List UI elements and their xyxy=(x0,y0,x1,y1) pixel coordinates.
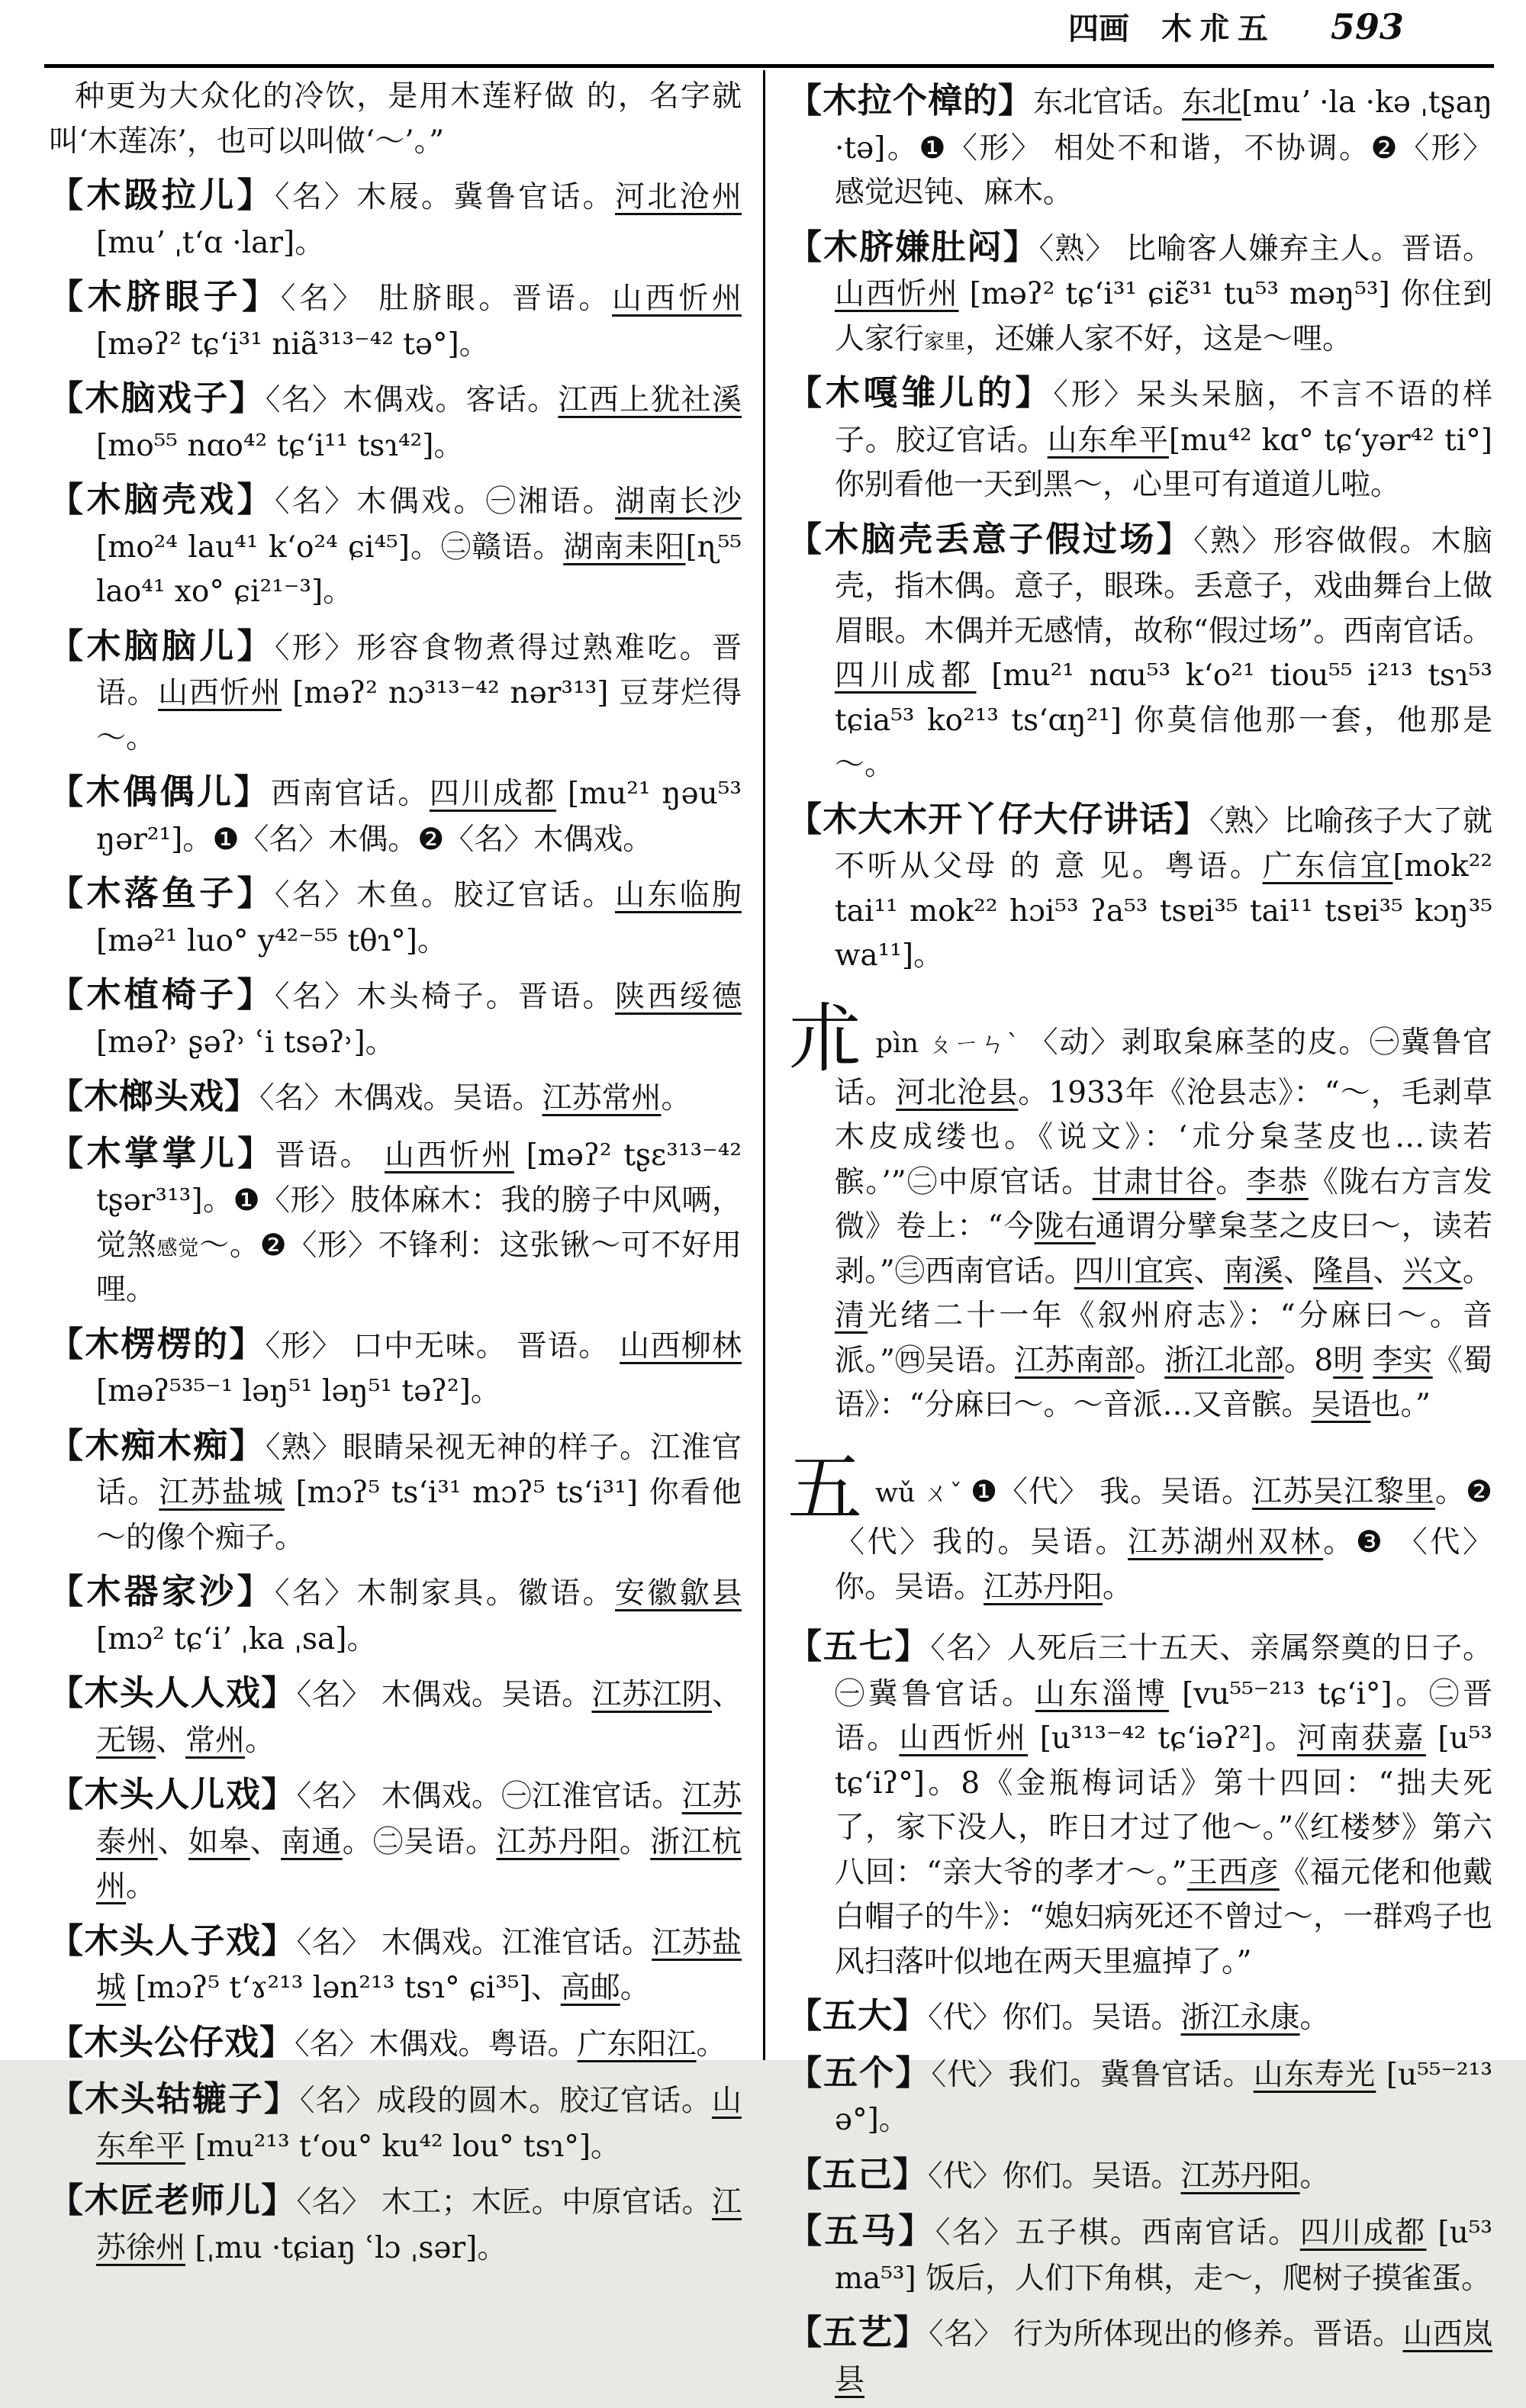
dictionary-entry xyxy=(49,1318,742,1415)
head-character: 五 xyxy=(787,1444,863,1532)
entry-body: 〈代〉你们。吴语。浙江永康。 xyxy=(928,2001,1330,2036)
entry-body: 种更为大众化的冷饮，是用木莲籽做 的，名字就叫‘木莲冻’，也可以叫做‘～’。” xyxy=(49,79,742,159)
entry-body: 〈名〉木偶戏。㊀湘语。湖南长沙 [mo²⁴ lau⁴¹ kʻo²⁴ ɕi⁴⁵]。㊁赣语。湖南耒阳[ɳ⁵⁵ lao⁴¹ xo° ɕi²¹⁻³]。 xyxy=(96,484,742,609)
dictionary-entry xyxy=(49,2073,742,2169)
entry-body: 〈熟〉 比喻客人嫌弃主人。晋语。山西忻州 [məʔ² tɕʻi³¹ ɕiɛ̃³¹ tu⁵³ məŋ⁵³] 你住到人家行家里，还嫌人家不好，这是～哩。 xyxy=(835,231,1492,356)
entry-headword: 【木植椅子】 xyxy=(49,974,275,1015)
dictionary-entry xyxy=(49,169,742,266)
pinyin: pìn xyxy=(875,1028,919,1059)
dictionary-entry xyxy=(49,1566,742,1662)
entry-headword: 【木头人子戏】 xyxy=(49,1920,297,1961)
dictionary-entry xyxy=(49,868,742,964)
left-column xyxy=(49,75,742,2276)
dictionary-entry xyxy=(787,367,1492,508)
entry-body: 〈名〉 肚脐眼。晋语。山西忻州 [məʔ² tɕʻi³¹ niã³¹³⁻⁴² tə°]。 xyxy=(96,282,742,362)
entry-body: 〈代〉你们。吴语。江苏丹阳。 xyxy=(928,2159,1330,2194)
dictionary-entry xyxy=(787,221,1492,362)
entry-headword: 【五七】 xyxy=(787,1626,931,1667)
entry-headword: 【木大木开丫仔大仔讲话】 xyxy=(787,798,1209,839)
entry-headword: 【木头人人戏】 xyxy=(49,1672,297,1713)
entry-body: 晋语。 山西忻州 [məʔ² tʂɛ³¹³⁻⁴² tʂər³¹³]。❶〈形〉肢体麻木：我的膀子中风唡，觉煞感觉～。❷〈形〉不锋利：这张锹～可不好用哩。 xyxy=(96,1138,742,1307)
head-character-entry xyxy=(787,995,1492,1428)
dictionary-entry xyxy=(787,2149,1492,2200)
dictionary-entry xyxy=(787,2205,1492,2301)
entry-headword: 【五艺】 xyxy=(787,2312,929,2353)
dictionary-entry xyxy=(49,1915,742,2011)
entry-headword: 【木楞楞的】 xyxy=(49,1323,266,1364)
entry-headword: 【木脑戏子】 xyxy=(49,378,266,418)
dictionary-entry xyxy=(49,766,742,862)
entry-body: 〈名〉 行为所体现出的修养。晋语。山西岚县 xyxy=(835,2317,1492,2397)
entry-headword: 【木掌掌儿】 xyxy=(49,1132,275,1173)
entry-headword: 【木拉个樟的】 xyxy=(787,80,1034,121)
dictionary-entry xyxy=(49,2175,742,2271)
entry-headword: 【五马】 xyxy=(787,2210,935,2252)
entry-body: 〈名〉木鱼。胶辽官话。山东临朐 [mə²¹ luo° y⁴²⁻⁵⁵ tθɿ°]。 xyxy=(96,878,742,958)
entry-body: 东北官话。东北[muʼ ·la ·kə ˌtʂaŋ ·tə]。❶〈形〉 相处不和谐，不协调。❷〈形〉 感觉迟钝、麻木。 xyxy=(835,85,1492,210)
entry-body: 〈形〉形容食物煮得过熟难吃。晋语。山西忻州 [məʔ² nɔ³¹³⁻⁴² nər³¹³] 豆芽烂得～。 xyxy=(96,630,742,755)
page-number: 593 xyxy=(1330,6,1404,47)
entry-body: 〈形〉呆头呆脑，不言不语的样子。胶辽官话。山东牟平[mu⁴² kɑ° tɕʻyər⁴² ti°] 你别看他一天到黑～，心里可有道道儿啦。 xyxy=(835,378,1492,502)
head-character: 朮 xyxy=(787,995,864,1083)
entry-headword: 【五个】 xyxy=(787,2052,932,2093)
dictionary-entry xyxy=(787,75,1492,216)
dictionary-entry xyxy=(49,969,742,1065)
entry-headword: 【五大】 xyxy=(787,1995,929,2036)
head-character-entry xyxy=(787,1444,1492,1610)
entry-body: 〈形〉 口中无味。 晋语。 山西柳林 [məʔ⁵³⁵⁻¹ ləŋ⁵¹ ləŋ⁵¹ təʔ²]。 xyxy=(96,1328,742,1408)
entry-body: 〈名〉 木工；木匠。中原官话。江苏徐州 [ˌmu ·tɕiaŋ ʿlɔ ˌsər]。 xyxy=(96,2185,742,2265)
dictionary-entry xyxy=(787,2047,1492,2143)
dictionary-entry xyxy=(49,474,742,615)
entry-headword: 【木趿拉儿】 xyxy=(49,175,275,215)
pinyin: wǔ xyxy=(874,1477,916,1508)
zhuyin: ㄨˇ xyxy=(922,1477,963,1508)
entry-body: 〈名〉木头椅子。晋语。陕西绥德 [məʔ˒ ʂəʔ˒ ʿi tsəʔ˒]。 xyxy=(96,980,742,1060)
right-column xyxy=(787,75,1492,2408)
entry-headword: 【木榔头戏】 xyxy=(49,1076,260,1116)
entry-body: 〈熟〉眼睛呆视无神的样子。江淮官话。江苏盐城 [mɔʔ⁵ tsʻi³¹ mɔʔ⁵ tsʻi³¹] 你看他～的像个痴子。 xyxy=(96,1430,742,1555)
dictionary-entry xyxy=(787,513,1492,788)
entry-headword: 【木脑壳戏】 xyxy=(49,479,275,520)
dictionary-entry xyxy=(49,1128,742,1313)
entry-body: 〈名〉木屐。冀鲁官话。河北沧州 [muʼ ˌtʻɑ ·lar]。 xyxy=(96,180,742,260)
header-guide-characters: 木朮五 xyxy=(1161,11,1276,47)
entry-headword: 【木嘎雏儿的】 xyxy=(787,372,1054,413)
zhuyin: ㄆㄧㄣˋ xyxy=(926,1028,1021,1058)
entry-body: 〈熟〉形容做假。木脑壳，指木偶。意子，眼珠。丢意子，戏曲舞台上做眉眼。木偶并无感情，故称“假过场”。西南官话。四川成都 [mu²¹ nɑu⁵³ kʻo²¹ tiou⁵⁵ i²¹³ tsɿ⁵³ tɕia⁵³ ko²¹³ tsʻɑŋ²¹] 你莫信他那一套，他那是～。 xyxy=(835,523,1492,782)
entry-headword: 【木脑脑儿】 xyxy=(49,625,275,666)
entry-body: 〈熟〉比喻孩子大了就不听从父母 的 意 见。粤语。广东信宜[mok²² tai¹¹ mok²² hɔi⁵³ ʔa⁵³ tsɐi³⁵ tai¹¹ tsɐi³⁵ kɔŋ³⁵ wa¹¹]。 xyxy=(835,803,1492,973)
dictionary-entry xyxy=(49,1420,742,1561)
entry-body: 〈名〉成段的圆木。胶辽官话。山东牟平 [mu²¹³ tʻou° ku⁴² lou° tsɿ°]。 xyxy=(96,2084,742,2164)
column-divider xyxy=(763,70,765,2060)
dictionary-entry xyxy=(787,2307,1492,2403)
entry-body: 〈名〉木制家具。徽语。安徽歙县 [mɔ² tɕʻiʼ ˌka ˌsa]。 xyxy=(96,1576,742,1656)
entry-headword: 【木脑壳丢意子假过场】 xyxy=(787,518,1194,559)
entry-body: 〈代〉我们。冀鲁官话。山东寿光 [u⁵⁵⁻²¹³ ə°]。 xyxy=(835,2057,1492,2138)
entry-body: 〈名〉木偶戏。吴语。江苏常州。 xyxy=(259,1081,691,1115)
entry-headword: 【木偶偶儿】 xyxy=(49,771,272,812)
entry-body: 〈名〉人死后三十五天、亲属祭奠的日子。㊀冀鲁官话。山东淄博 [vu⁵⁵⁻²¹³ tɕʻi°]。㊁晋语。山西忻州 [u³¹³⁻⁴² tɕʻiəʔ²]。河南获嘉 [u⁵³ tɕʻiʔ°]。8《金瓶梅词话》第十四回：“拙夫死了，家下没人，昨日才过了他～。”《红楼梦》第六八回：“亲大爷的孝才～。”王西彦《福元佬和他戴白帽子的牛》：“媳妇病死还不曾过～，一群鸡子也风扫落叶似地在两天里瘟掉了。” xyxy=(835,1631,1492,1979)
entry-body: 西南官话。四川成都 [mu²¹ ŋəu⁵³ ŋər²¹]。❶〈名〉木偶。❷〈名〉木偶戏。 xyxy=(96,777,742,857)
entry-headword: 【木落鱼子】 xyxy=(49,873,275,913)
dictionary-entry xyxy=(787,1621,1492,1985)
entry-body: 〈动〉剥取枲麻茎的皮。㊀冀鲁官话。河北沧县。1933年《沧县志》：“～，毛剥草木皮成缕也。《说文》：‘朮分枲茎皮也…读若髌。’”㊁中原官话。甘肃甘谷。李恭《陇右方言发微》卷上：“今陇右通谓分擘枲茎之皮曰～，读若剥。”㊂西南官话。四川宜宾、南溪、隆昌、兴文。清光绪二十一年《叙州府志》：“分麻曰～。音派。”㊃吴语。江苏南部。浙江北部。8明 李实《蜀语》：“分麻曰～。～音派…又音髌。吴语也。” xyxy=(835,1025,1492,1423)
dictionary-entry xyxy=(49,372,742,468)
page-header xyxy=(1068,5,1434,48)
entry-headword: 【木脐眼子】 xyxy=(49,276,281,317)
entry-headword: 【木头公仔戏】 xyxy=(49,2021,295,2062)
entry-headword: 【木脐嫌肚闷】 xyxy=(787,226,1039,267)
dictionary-entry xyxy=(49,271,742,367)
dictionary-entry xyxy=(49,1070,742,1122)
dictionary-entry xyxy=(787,794,1492,979)
entry-headword: 【五己】 xyxy=(787,2153,929,2194)
entry-headword: 【木匠老师儿】 xyxy=(49,2180,297,2220)
entry-body: 〈名〉木偶戏。客话。江西上犹社溪 [mo⁵⁵ nɑo⁴² tɕʻi¹¹ tsɿ⁴²]。 xyxy=(96,383,742,463)
continuation-paragraph xyxy=(49,75,742,164)
entry-body: 〈名〉五子棋。西南官话。四川成都 [u⁵³ ma⁵³] 饭后，人们下角棋，走～，爬树子摸雀蛋。 xyxy=(835,2216,1492,2296)
dictionary-entry xyxy=(49,620,742,761)
top-rule xyxy=(44,64,1494,68)
dictionary-entry xyxy=(49,1667,742,1763)
entry-headword: 【木头轱辘子】 xyxy=(49,2078,300,2119)
entry-body: ❶〈代〉 我。吴语。江苏吴江黎里。❷〈代〉我的。吴语。江苏湖州双林。❸ 〈代〉 你。吴语。江苏丹阳。 xyxy=(835,1474,1492,1605)
entry-body: 〈名〉 木偶戏。㊀江淮官话。江苏泰州、如皋、南通。㊁吴语。江苏丹阳。浙江杭州。 xyxy=(96,1779,742,1904)
entry-headword: 【木痴木痴】 xyxy=(49,1425,266,1466)
entry-body: 〈名〉 木偶戏。吴语。江苏江阴、无锡、常州。 xyxy=(96,1678,742,1758)
dictionary-entry xyxy=(49,2017,742,2068)
header-stroke-section: 四画 xyxy=(1068,11,1129,47)
dictionary-entry xyxy=(787,1990,1492,2042)
entry-headword: 【木头人儿戏】 xyxy=(49,1774,297,1814)
entry-headword: 【木器家沙】 xyxy=(49,1571,275,1611)
entry-body: 〈名〉木偶戏。粤语。广东阳江。 xyxy=(295,2027,726,2062)
entry-body: 〈名〉 木偶戏。江淮官话。江苏盐城 [mɔʔ⁵ tʻɤ²¹³ lən²¹³ tsɿ° ɕi³⁵]、高邮。 xyxy=(96,1925,742,2005)
dictionary-entry xyxy=(49,1769,742,1910)
